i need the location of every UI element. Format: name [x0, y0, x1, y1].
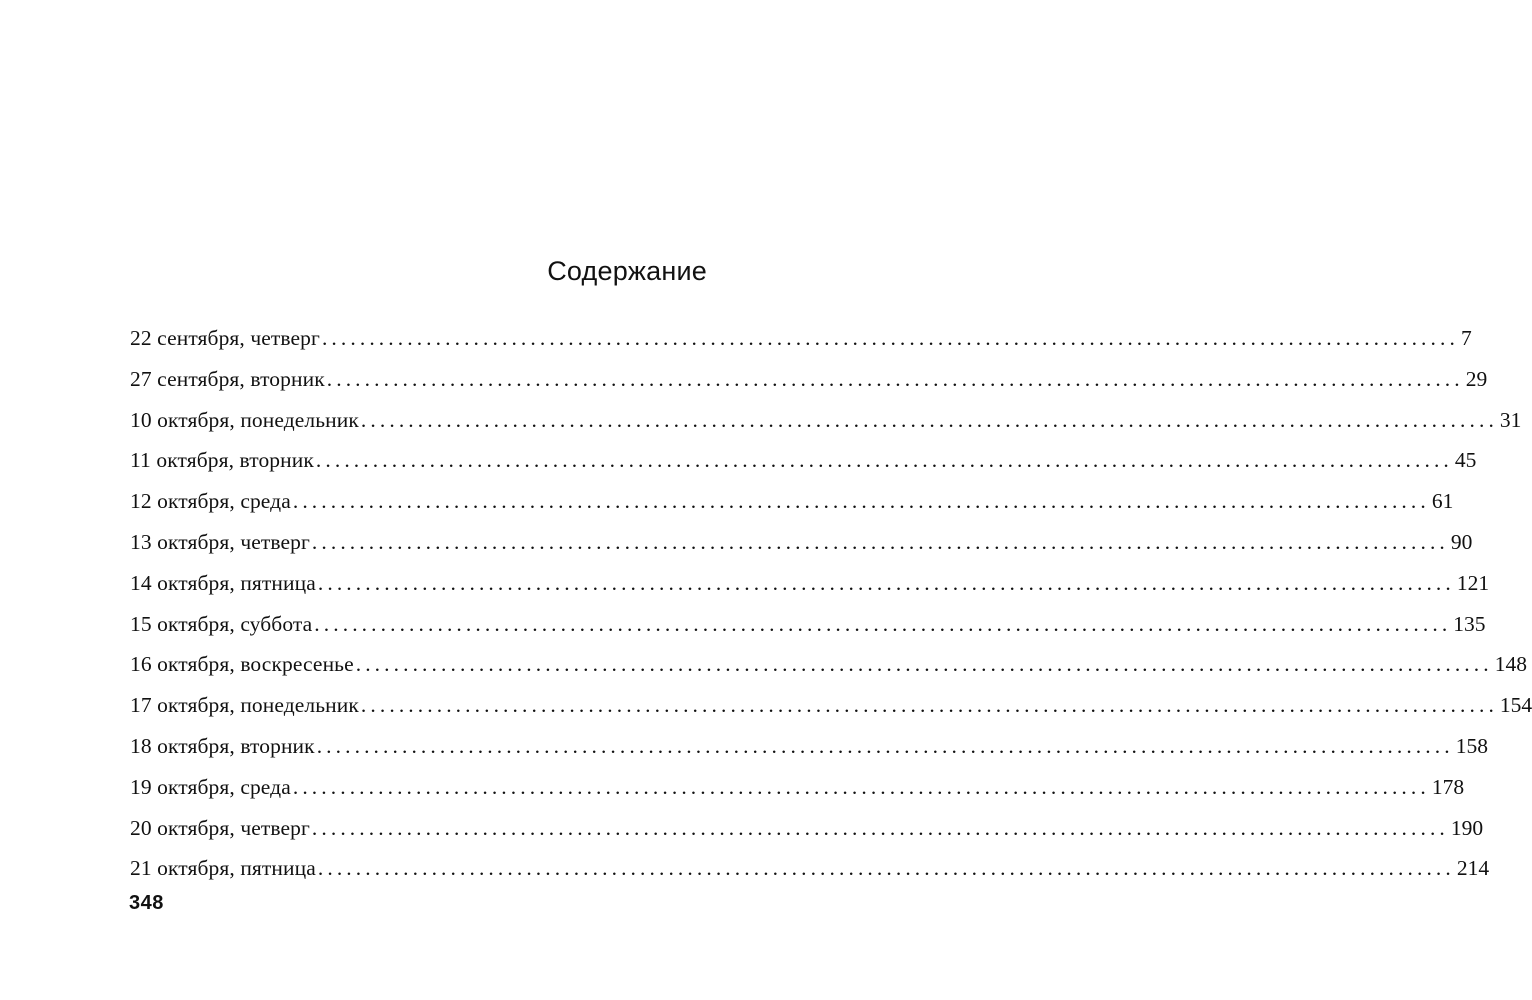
toc-entry — [130, 729, 1488, 770]
toc-entry — [130, 525, 1473, 566]
toc-entry-page: 45 — [1454, 448, 1477, 473]
toc-entry-page: 178 — [1431, 774, 1465, 799]
dot-leader: ........................................................................................................................ — [355, 652, 1493, 677]
dot-leader: ........................................................................................................................ — [311, 815, 1449, 840]
dot-leader: ........................................................................................................................ — [311, 529, 1449, 554]
toc-entry — [130, 403, 1522, 444]
dot-leader: ........................................................................................................................ — [360, 693, 1498, 718]
toc-entry-page: 7 — [1460, 326, 1472, 350]
toc-list — [130, 321, 1532, 892]
toc-entry-label: 15 октября, суббота — [130, 611, 313, 636]
dot-leader: ........................................................................................................................ — [326, 366, 1464, 391]
dot-leader: ........................................................................................................................ — [292, 774, 1430, 799]
dot-leader: ........................................................................................................................ — [321, 326, 1459, 350]
toc-entry-label: 10 октября, понедельник — [130, 407, 359, 432]
toc-title: Содержание — [547, 256, 707, 286]
toc-entry — [130, 321, 1472, 362]
toc-entry — [130, 647, 1527, 688]
dot-leader: ........................................................................................................................ — [315, 448, 1453, 473]
toc-entry — [130, 811, 1484, 852]
toc-entry — [130, 851, 1490, 892]
toc-entry — [130, 566, 1490, 607]
toc-entry-label: 13 октября, четверг — [130, 529, 310, 554]
toc-entry-label: 27 сентября, вторник — [130, 366, 325, 391]
toc-entry-label: 19 октября, среда — [130, 774, 291, 799]
dot-leader: ........................................................................................................................ — [314, 611, 1452, 636]
toc-entry — [130, 362, 1488, 403]
toc-entry-page: 148 — [1494, 652, 1527, 677]
toc-entry — [130, 607, 1486, 648]
toc-entry — [130, 688, 1532, 729]
dot-leader: ........................................................................................................................ — [360, 407, 1498, 432]
toc-entry — [130, 484, 1454, 525]
toc-entry-page: 135 — [1453, 611, 1486, 636]
toc-entry-page: 214 — [1456, 856, 1490, 881]
page-number: 348 — [129, 892, 164, 914]
toc-entry-page: 31 — [1499, 407, 1522, 432]
toc-entry — [130, 443, 1477, 484]
toc-entry-label: 11 октября, вторник — [130, 448, 314, 473]
dot-leader: ........................................................................................................................ — [292, 489, 1430, 514]
toc-entry-label: 14 октября, пятница — [130, 570, 316, 595]
toc-entry-page: 61 — [1431, 489, 1454, 514]
toc-entry — [130, 770, 1465, 811]
dot-leader: ........................................................................................................................ — [317, 570, 1455, 595]
toc-entry-page: 29 — [1465, 366, 1488, 391]
toc-entry-label: 18 октября, вторник — [130, 733, 315, 758]
toc-entry-label: 17 октября, понедельник — [130, 693, 359, 718]
toc-entry-label: 20 октября, четверг — [130, 815, 310, 840]
toc-entry-label: 16 октября, воскресенье — [130, 652, 354, 677]
toc-entry-page: 121 — [1456, 570, 1490, 595]
toc-entry-page: 190 — [1450, 815, 1484, 840]
toc-entry-label: 22 сентября, четверг — [130, 326, 320, 350]
toc-entry-label: 21 октября, пятница — [130, 856, 316, 881]
toc-entry-page: 158 — [1455, 733, 1488, 758]
dot-leader: ........................................................................................................................ — [316, 733, 1454, 758]
toc-entry-page: 154 — [1499, 693, 1532, 718]
toc-entry-label: 12 октября, среда — [130, 489, 291, 514]
dot-leader: ........................................................................................................................ — [317, 856, 1455, 881]
toc-entry-page: 90 — [1450, 529, 1473, 554]
